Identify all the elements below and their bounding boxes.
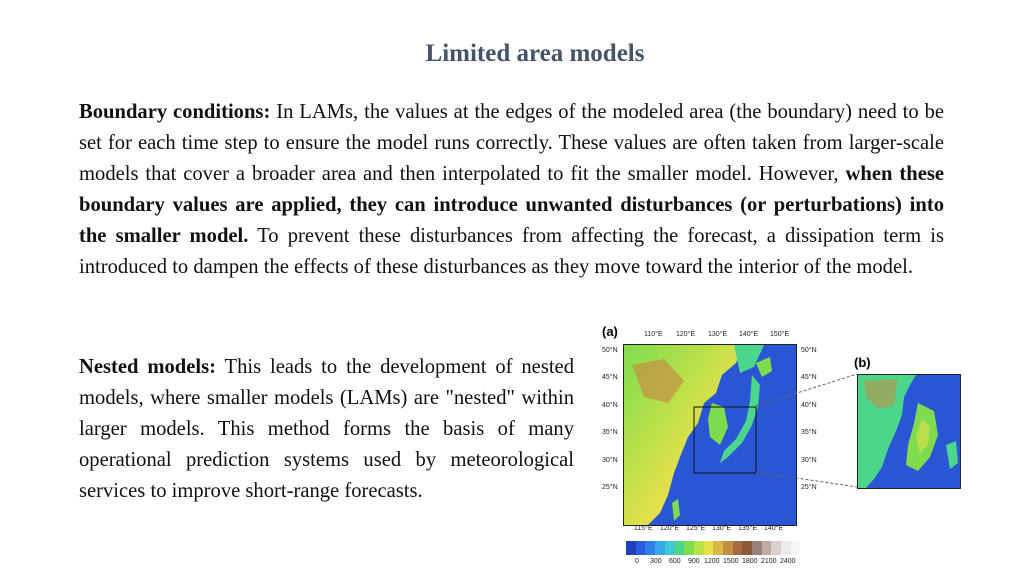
colorbar-label: 0 (635, 558, 639, 565)
colorbar-swatch (704, 541, 714, 555)
colorbar-swatch (791, 541, 801, 555)
colorbar-label: 1500 (723, 558, 739, 565)
colorbar-label: 2100 (761, 558, 777, 565)
elevation-colorbar (626, 541, 800, 555)
colorbar-swatch (674, 541, 684, 555)
left-lat-tick: 50°N (602, 347, 618, 354)
colorbar-swatch (742, 541, 752, 555)
left-lat-tick: 30°N (602, 457, 618, 464)
colorbar-swatch (684, 541, 694, 555)
bottom-lon-tick: 115°E (634, 525, 653, 532)
right-lat-tick: 45°N (801, 374, 817, 381)
colorbar-swatch (771, 541, 781, 555)
colorbar-swatch (713, 541, 723, 555)
left-lat-tick: 45°N (602, 374, 618, 381)
bottom-lon-tick: 125°E (686, 525, 706, 532)
nested-models-text: This leads to the development of nested models, where smaller models (LAMs) are "nested" within larger models. This method forms the basis of many operational prediction systems used by meteorological services to improve short-range forecasts. (79, 356, 574, 502)
bottom-lon-tick: 120°E (660, 525, 680, 532)
colorbar-label: 300 (650, 558, 662, 565)
boundary-conditions-paragraph (79, 97, 944, 283)
terrain-map-b (858, 375, 960, 488)
right-lat-tick: 40°N (801, 402, 817, 409)
colorbar-swatch (694, 541, 704, 555)
top-lon-tick: 110°E (644, 331, 663, 338)
colorbar-label: 900 (688, 558, 700, 565)
top-lon-tick: 140°E (739, 331, 759, 338)
colorbar-swatch (762, 541, 772, 555)
top-lon-tick: 130°E (708, 331, 728, 338)
bottom-lon-tick: 130°E (712, 525, 732, 532)
boundary-conditions-heading: Boundary conditions: (79, 101, 271, 123)
boundary-text-2: To prevent these disturbances from affecting the forecast, a dissipation term is introduced to dampen the effects of these disturbances as they move toward the interior of the model. (79, 225, 944, 278)
map-panel-b (857, 374, 961, 489)
colorbar-label: 1800 (742, 558, 758, 565)
colorbar-swatch (723, 541, 733, 555)
top-lon-tick: 150°E (770, 331, 790, 338)
right-lat-tick: 25°N (801, 484, 817, 491)
boundary-text-1: In LAMs, the values at the edges of the modeled area (the boundary) need to be set for each time step to ensure the model runs correctly. These values are often taken from larger-scale models that cover a broader area and then interpolated to fit the smaller model. However, (79, 101, 945, 185)
colorbar-swatch (636, 541, 646, 555)
panel-b-label: (b) (854, 355, 871, 370)
nested-models-heading: Nested models: (79, 356, 216, 378)
colorbar-swatch (781, 541, 791, 555)
colorbar-swatch (626, 541, 636, 555)
colorbar-label: 1200 (704, 558, 720, 565)
slide-title: Limited area models (425, 40, 645, 67)
panel-a-label: (a) (602, 324, 618, 339)
colorbar-swatch (645, 541, 655, 555)
top-lon-tick: 120°E (676, 331, 696, 338)
colorbar-swatch (752, 541, 762, 555)
colorbar-swatch (733, 541, 743, 555)
bottom-lon-tick: 135°E (738, 525, 758, 532)
colorbar-label: 600 (669, 558, 681, 565)
nested-models-paragraph (79, 352, 574, 507)
colorbar-swatch (655, 541, 665, 555)
bottom-lon-tick: 140°E (764, 525, 784, 532)
boundary-bold-text: when these boundary values are applied, they can introduce unwanted disturbances (or perturbations) into the smaller model. (79, 163, 944, 247)
right-lat-tick: 30°N (801, 457, 817, 464)
left-lat-tick: 40°N (602, 402, 618, 409)
left-lat-tick: 25°N (602, 484, 618, 491)
right-lat-tick: 35°N (801, 429, 817, 436)
nested-domain-figure (596, 322, 976, 572)
colorbar-label: 2400 (780, 558, 796, 565)
right-lat-tick: 50°N (801, 347, 817, 354)
left-lat-tick: 35°N (602, 429, 618, 436)
colorbar-swatch (665, 541, 675, 555)
